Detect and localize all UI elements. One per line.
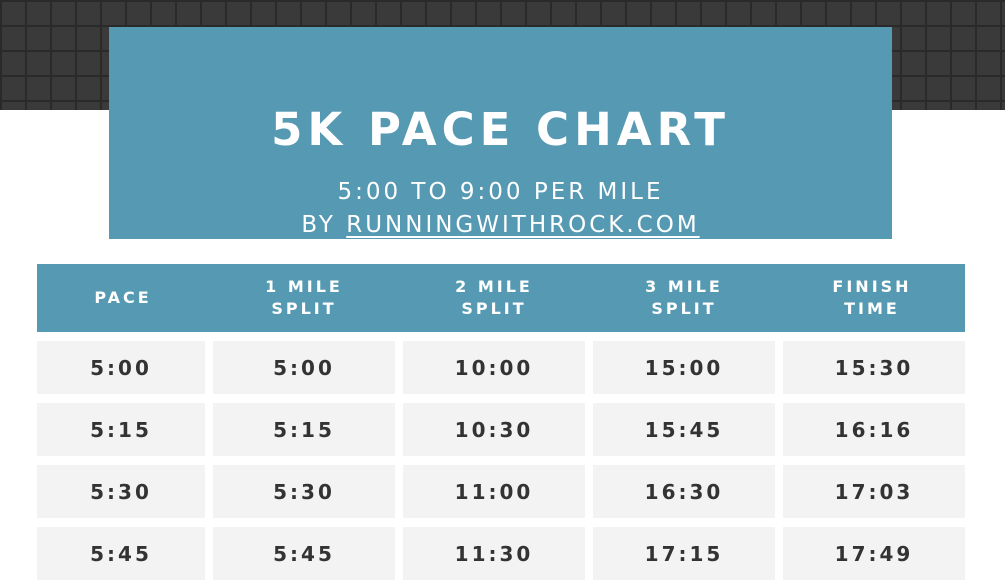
column-header-label: FINISH (832, 277, 912, 296)
column-header-label: SPLIT (651, 299, 717, 318)
table-row (37, 527, 965, 580)
column-header-pace (37, 264, 209, 332)
column-header-label: 2 MILE (455, 277, 533, 296)
table-header (37, 264, 965, 332)
table-cell: 5:15 (213, 403, 395, 456)
column-header-label: SPLIT (271, 299, 337, 318)
table-cell: 10:30 (403, 403, 585, 456)
table-cell: 5:30 (37, 465, 205, 518)
table-cell: 15:00 (593, 341, 775, 394)
site-link[interactable]: RUNNINGWITHROCK.COM (346, 212, 700, 238)
table-cell: 5:00 (37, 341, 205, 394)
table-cell: 5:45 (37, 527, 205, 580)
table-cell: 11:00 (403, 465, 585, 518)
column-header-2-mile-split (399, 264, 589, 332)
column-header-label: PACE (94, 288, 152, 307)
table-cell: 5:00 (213, 341, 395, 394)
column-header-label: TIME (844, 299, 900, 318)
pace-table (37, 264, 965, 580)
column-header-finish-time (779, 264, 965, 332)
column-header-label: 1 MILE (265, 277, 343, 296)
column-header-label: 3 MILE (645, 277, 723, 296)
table-cell: 11:30 (403, 527, 585, 580)
byline (109, 214, 892, 237)
table-row (37, 403, 965, 456)
table-cell: 15:30 (783, 341, 965, 394)
table-cell: 5:45 (213, 527, 395, 580)
column-header-label: SPLIT (461, 299, 527, 318)
table-cell: 15:45 (593, 403, 775, 456)
page-subtitle: 5:00 TO 9:00 PER MILE (337, 179, 664, 205)
table-cell: 5:30 (213, 465, 395, 518)
chart-header (109, 27, 892, 239)
table-row (37, 465, 965, 518)
table-row (37, 341, 965, 394)
table-cell: 16:30 (593, 465, 775, 518)
byline-prefix: BY (301, 212, 336, 238)
column-header-3-mile-split (589, 264, 779, 332)
page-title: 5K PACE CHART (271, 103, 730, 156)
table-cell: 17:15 (593, 527, 775, 580)
table-cell: 10:00 (403, 341, 585, 394)
table-body (37, 341, 965, 580)
table-cell: 16:16 (783, 403, 965, 456)
table-cell: 17:03 (783, 465, 965, 518)
column-header-1-mile-split (209, 264, 399, 332)
table-cell: 17:49 (783, 527, 965, 580)
table-cell: 5:15 (37, 403, 205, 456)
